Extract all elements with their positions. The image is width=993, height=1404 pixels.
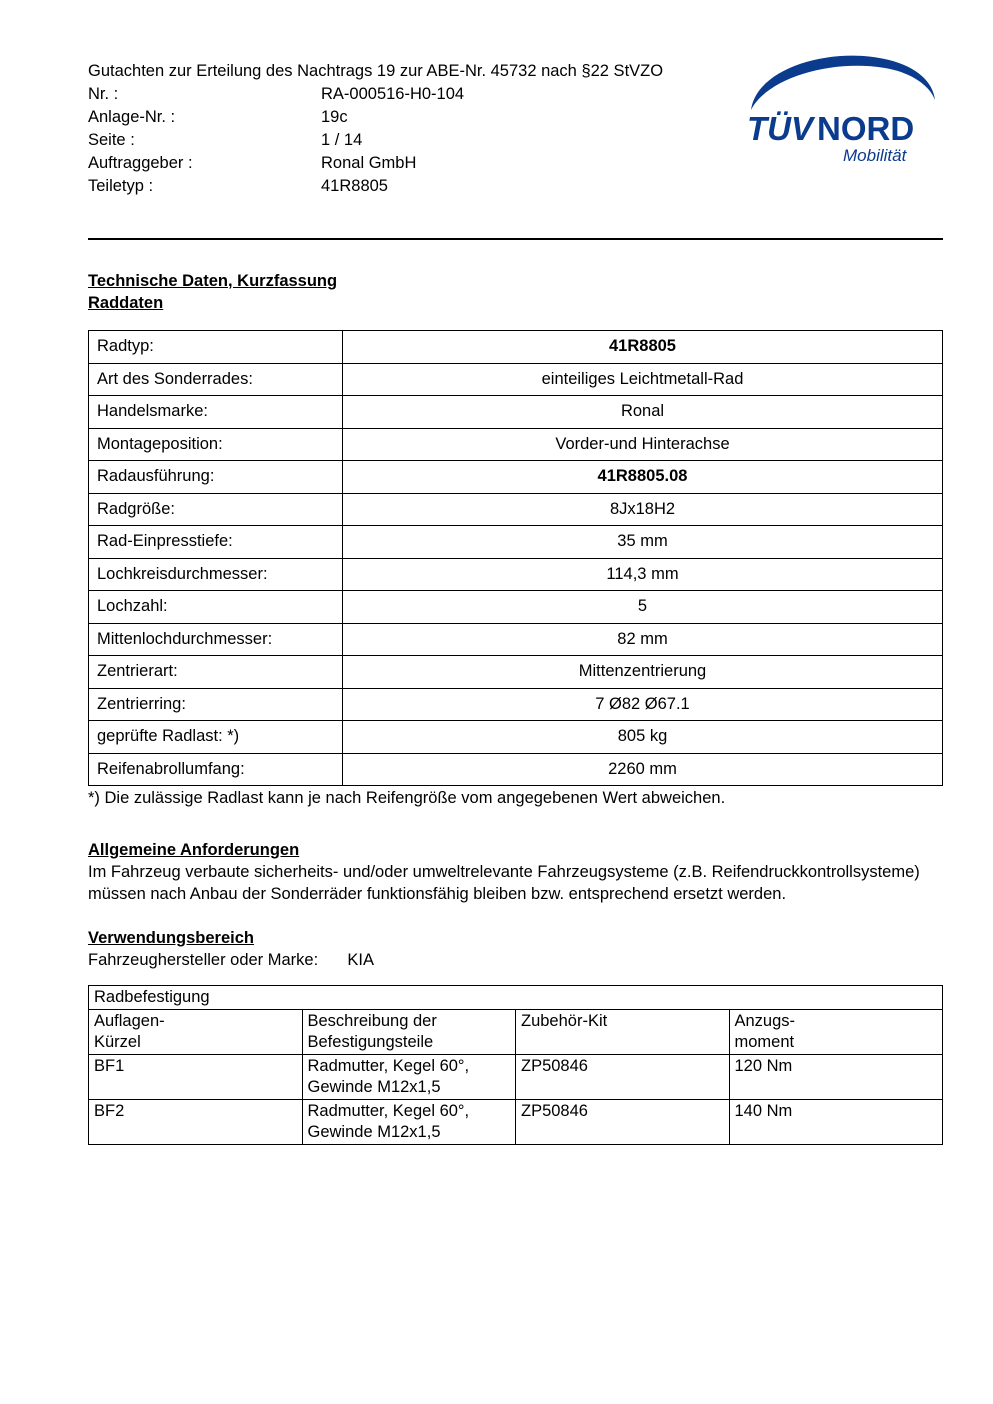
header-zubehoer-kit: Zubehör-Kit xyxy=(516,1010,730,1055)
page-content xyxy=(88,60,943,1145)
wheel-data-value: 8Jx18H2 xyxy=(343,493,943,526)
header-anzugsmoment-line1: Anzugs- xyxy=(734,1012,796,1030)
wheel-data-key: Rad-Einpresstiefe: xyxy=(89,526,343,559)
table-row xyxy=(89,493,943,526)
wheel-data-key: Mittenlochdurchmesser: xyxy=(89,623,343,656)
wheel-data-value: einteiliges Leichtmetall-Rad xyxy=(343,363,943,396)
header-anzugsmoment xyxy=(729,1010,943,1055)
wheel-data-value: 5 xyxy=(343,591,943,624)
spacer xyxy=(88,240,943,270)
table-row xyxy=(89,623,943,656)
header-label-auftraggeber: Auftraggeber : xyxy=(88,154,193,172)
fastening-torque: 140 Nm xyxy=(729,1100,943,1145)
wheel-data-value: 7 Ø82 Ø67.1 xyxy=(343,688,943,721)
wheel-data-value: Ronal xyxy=(343,396,943,429)
header-value-seite: 1 / 14 xyxy=(321,131,363,149)
header-label-teiletyp: Teiletyp : xyxy=(88,177,154,195)
section-heading-allgemeine-anforderungen: Allgemeine Anforderungen xyxy=(88,841,300,859)
section-heading-raddaten: Raddaten xyxy=(88,294,164,312)
wheel-data-key: Zentrierart: xyxy=(89,656,343,689)
fastening-description: Radmutter, Kegel 60°, Gewinde M12x1,5 xyxy=(302,1055,516,1100)
header-meta-row xyxy=(88,175,943,198)
wheel-data-value: 41R8805 xyxy=(343,331,943,364)
wheel-data-key: Zentrierring: xyxy=(89,688,343,721)
wheel-data-value: 41R8805.08 xyxy=(343,461,943,494)
header-label-anlage-nr: Anlage-Nr. : xyxy=(88,108,176,126)
fastening-description: Radmutter, Kegel 60°, Gewinde M12x1,5 xyxy=(302,1100,516,1145)
spacer xyxy=(88,905,943,927)
wheel-data-key: geprüfte Radlast: *) xyxy=(89,721,343,754)
table-row xyxy=(89,721,943,754)
table-row xyxy=(89,753,943,786)
header-label-seite: Seite : xyxy=(88,131,135,149)
wheel-data-key: Radausführung: xyxy=(89,461,343,494)
fastening-kit: ZP50846 xyxy=(516,1100,730,1145)
table-row xyxy=(89,656,943,689)
fastening-torque: 120 Nm xyxy=(729,1055,943,1100)
wheel-data-value: 114,3 mm xyxy=(343,558,943,591)
usage-label: Fahrzeughersteller oder Marke: xyxy=(88,951,319,969)
fastening-code: BF2 xyxy=(89,1100,303,1145)
wheel-data-key: Handelsmarke: xyxy=(89,396,343,429)
table-row xyxy=(89,591,943,624)
table-row xyxy=(89,688,943,721)
table-row xyxy=(89,396,943,429)
header-auflagen-kuerzel xyxy=(89,1010,303,1055)
wheel-data-key: Radgröße: xyxy=(89,493,343,526)
header-anzugsmoment-line2: moment xyxy=(734,1033,795,1051)
svg-text:TÜV: TÜV xyxy=(747,110,813,147)
fastening-table xyxy=(88,985,943,1145)
wheel-data-value: 82 mm xyxy=(343,623,943,656)
wheel-data-key: Radtyp: xyxy=(89,331,343,364)
table-row xyxy=(89,1055,943,1100)
section-heading-verwendungsbereich: Verwendungsbereich xyxy=(88,929,254,947)
header-value-teiletyp: 41R8805 xyxy=(321,177,388,195)
header-auflagen-line2: Kürzel xyxy=(94,1033,141,1051)
wheel-data-key: Reifenabrollumfang: xyxy=(89,753,343,786)
spacer xyxy=(88,809,943,839)
svg-text:NORD: NORD xyxy=(817,110,915,147)
table-row xyxy=(89,363,943,396)
fastening-table-title: Radbefestigung xyxy=(89,986,943,1010)
wheel-data-value: Vorder-und Hinterachse xyxy=(343,428,943,461)
wheel-data-table xyxy=(88,330,943,786)
header-label-nr: Nr. : xyxy=(88,85,119,103)
fastening-table-title-row xyxy=(89,986,943,1010)
fastening-code: BF1 xyxy=(89,1055,303,1100)
usage-line xyxy=(88,949,943,971)
table-row xyxy=(89,526,943,559)
wheel-data-value: 35 mm xyxy=(343,526,943,559)
table-row xyxy=(89,461,943,494)
wheel-data-value: 805 kg xyxy=(343,721,943,754)
wheel-data-key: Montageposition: xyxy=(89,428,343,461)
table-row xyxy=(89,1100,943,1145)
header-value-nr: RA-000516-H0-104 xyxy=(321,85,465,103)
header-beschreibung: Beschreibung der Befestigungsteile xyxy=(302,1010,516,1055)
general-requirements-text: Im Fahrzeug verbaute sicherheits- und/oder umweltrelevante Fahrzeugsysteme (z.B. Reifendruckkontrollsysteme) müssen nach Anbau der Sonderräder funktionsfähig bleiben bzw. entsprechend ersetzt werden. xyxy=(88,863,920,903)
wheel-data-key: Art des Sonderrades: xyxy=(89,363,343,396)
wheel-data-key: Lochzahl: xyxy=(89,591,343,624)
fastening-kit: ZP50846 xyxy=(516,1055,730,1100)
wheel-data-key: Lochkreisdurchmesser: xyxy=(89,558,343,591)
svg-text:Mobilität: Mobilität xyxy=(843,146,907,163)
document-title: Gutachten zur Erteilung des Nachtrags 19 zur ABE-Nr. 45732 nach §22 StVZO xyxy=(88,62,664,80)
table-row xyxy=(89,428,943,461)
wheel-data-value: Mittenzentrierung xyxy=(343,656,943,689)
header-value-auftraggeber: Ronal GmbH xyxy=(321,154,417,172)
header-auflagen-line1: Auflagen- xyxy=(94,1012,165,1030)
wheel-load-footnote: *) Die zulässige Radlast kann je nach Reifengröße vom angegebenen Wert abweichen. xyxy=(88,789,726,807)
document-header xyxy=(88,60,943,220)
table-row xyxy=(89,558,943,591)
section-heading-technische-daten: Technische Daten, Kurzfassung xyxy=(88,272,338,290)
table-row xyxy=(89,331,943,364)
tuv-nord-logo xyxy=(739,48,949,163)
wheel-data-value: 2260 mm xyxy=(343,753,943,786)
fastening-table-header-row xyxy=(89,1010,943,1055)
header-value-anlage-nr: 19c xyxy=(321,108,348,126)
usage-value: KIA xyxy=(347,951,374,969)
